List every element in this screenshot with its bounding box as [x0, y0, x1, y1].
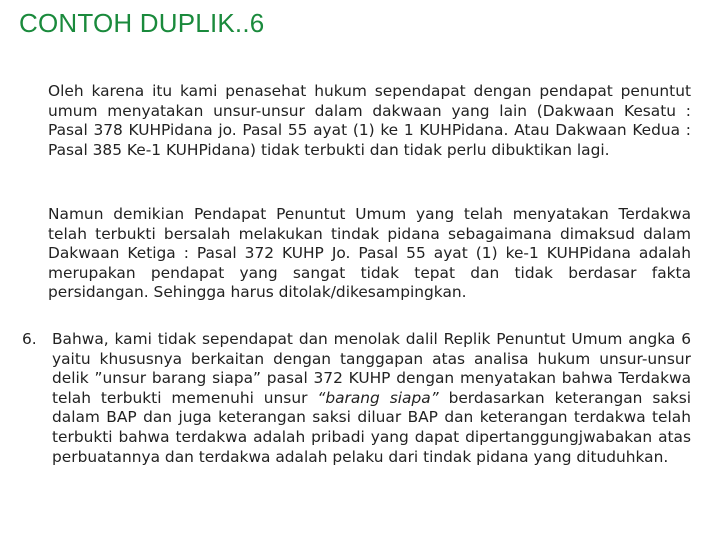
list-item-text-part1: Bahwa, kami tidak sependapat dan menolak dalil Replik Penuntut Umum angka 6 yaitu khususnya berkaitan dengan tanggapan atas analisa hukum unsur-unsur delik ”unsur barang siapa” pasal 372 KUHP dengan menyatakan bahwa Terdakwa telah terbukti memenuhi unsur — [52, 330, 691, 407]
slide-title: CONTOH DUPLIK..6 — [19, 8, 265, 38]
paragraph-pasal-dakwaan-lain: Oleh karena itu kami penasehat hukum sependapat dengan pendapat penuntut umum menyatakan unsur-unsur dalam dakwaan yang lain (Dakwaan Kesatu : Pasal 378 KUHPidana jo. Pasal 55 ayat (1) ke 1 KUHPidana. Atau Dakwaan Kedua : Pasal 385 Ke-1 KUHPidana) tidak terbukti dan tidak perlu dibuktikan lagi. — [48, 82, 691, 159]
list-item-text-part2: berdasarkan keterangan saksi dalam BAP dan juga keterangan saksi diluar BAP dan keterangan terdakwa telah terbukti bahwa terdakwa adalah pribadi yang dapat dipertanggungjwabakan atas perbuatannya dan terdakwa adalah pelaku dari tindak pidana yang dituduhkan. — [52, 388, 691, 466]
list-item-content — [52, 330, 691, 467]
paragraph-dakwaan-ketiga: Namun demikian Pendapat Penuntut Umum yang telah menyatakan Terdakwa telah terbukti bersalah melakukan tindak pidana sebagaimana dimaksud dalam Dakwaan Ketiga : Pasal 372 KUHP Jo. Pasal 55 ayat (1) ke-1 KUHPidana adalah merupakan pendapat yang sangat tidak tepat dan tidak berdasar fakta persidangan. Sehingga harus ditolak/dikesampingkan. — [48, 205, 691, 302]
list-item-6 — [22, 330, 691, 467]
list-item-number: 6. — [22, 330, 37, 348]
list-item-text-italic: “barang siapa” — [317, 388, 439, 407]
